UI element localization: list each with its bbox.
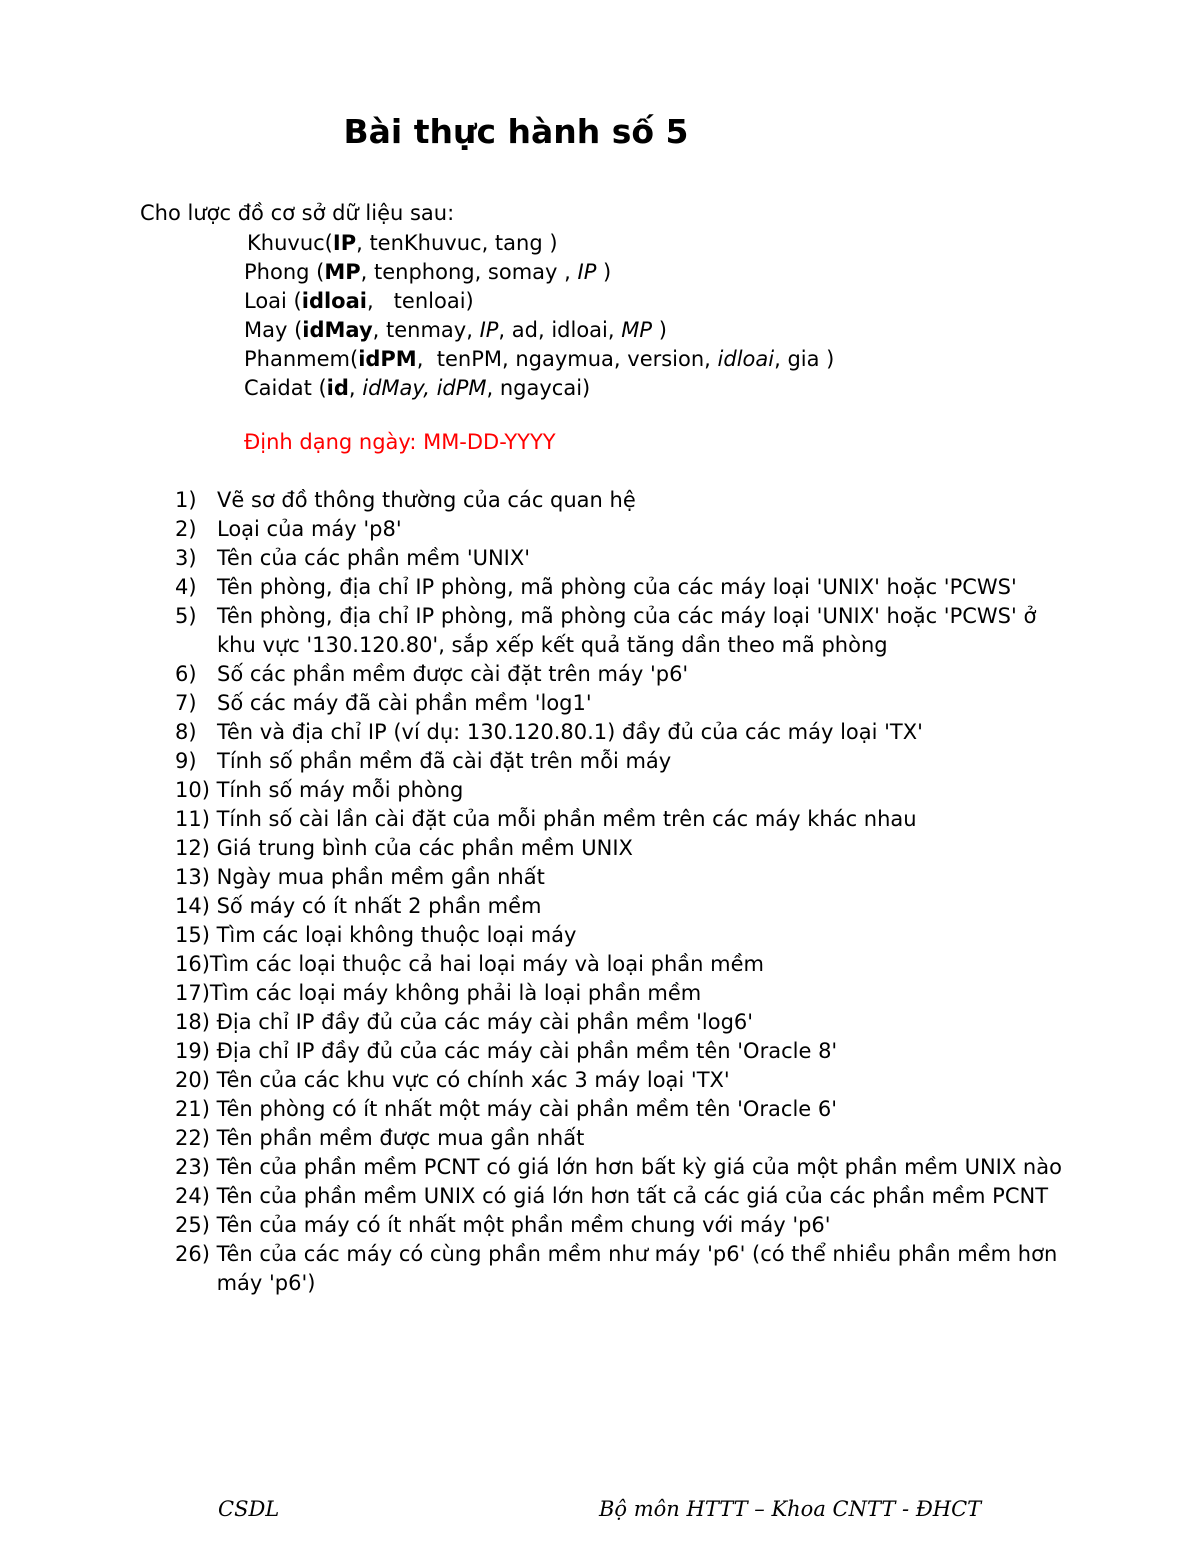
list-item: 20) Tên của các khu vực có chính xác 3 máy loại 'TX': [175, 1068, 730, 1092]
list-item: 11) Tính số cài lần cài đặt của mỗi phần mềm trên các máy khác nhau: [175, 807, 917, 831]
list-item: 24) Tên của phần mềm UNIX có giá lớn hơn tất cả các giá của các phần mềm PCNT: [175, 1184, 1049, 1208]
list-item: 12) Giá trung bình của các phần mềm UNIX: [175, 836, 633, 860]
list-item: 2) Loại của máy 'p8': [175, 517, 402, 541]
intro-text: Cho lược đồ cơ sở dữ liệu sau:: [140, 201, 455, 225]
footer-course: CSDL: [218, 1497, 280, 1521]
list-item: 17) Tìm các loại máy không phải là loại phần mềm: [175, 981, 702, 1005]
primary-key: idPM: [358, 347, 417, 371]
footer-department: Bộ môn HTTT – Khoa CNTT - ĐHCT: [599, 1497, 982, 1521]
schema-row-may: May (idMay, tenmay, IP, ad, idloai, MP ): [244, 318, 667, 342]
date-format-note: Định dạng ngày: MM-DD-YYYY: [244, 430, 556, 454]
list-item: 4) Tên phòng, địa chỉ IP phòng, mã phòng của các máy loại 'UNIX' hoặc 'PCWS': [175, 575, 1017, 599]
schema-row-phanmem: Phanmem(idPM, tenPM, ngaymua, version, idloai, gia ): [244, 347, 835, 371]
list-item: 6) Số các phần mềm được cài đặt trên máy 'p6': [175, 662, 689, 686]
list-item: 9) Tính số phần mềm đã cài đặt trên mỗi máy: [175, 749, 672, 773]
list-item: 15) Tìm các loại không thuộc loại máy: [175, 923, 577, 947]
schema-row-phong: Phong (MP, tenphong, somay , IP ): [244, 260, 612, 284]
list-item: 16) Tìm các loại thuộc cả hai loại máy và loại phần mềm: [175, 952, 764, 976]
primary-key: idMay: [302, 318, 373, 342]
list-item: 3) Tên của các phần mềm 'UNIX': [175, 546, 531, 570]
schema-row-khuvuc: Khuvuc(IP, tenKhuvuc, tang ): [247, 231, 558, 255]
list-item: 5) Tên phòng, địa chỉ IP phòng, mã phòng của các máy loại 'UNIX' hoặc 'PCWS' ở khu vực '130.120.80', sắp xếp kết quả tăng dần theo mã phòng: [175, 604, 1037, 657]
schema-row-loai: Loai (idloai, tenloai): [244, 289, 474, 313]
list-item: 7) Số các máy đã cài phần mềm 'log1': [175, 691, 592, 715]
list-item: 25) Tên của máy có ít nhất một phần mềm chung với máy 'p6': [175, 1213, 831, 1237]
list-item: 23) Tên của phần mềm PCNT có giá lớn hơn bất kỳ giá của một phần mềm UNIX nào: [175, 1155, 1062, 1179]
list-item: 19) Địa chỉ IP đầy đủ của các máy cài phần mềm tên 'Oracle 8': [175, 1039, 838, 1063]
list-item: 14) Số máy có ít nhất 2 phần mềm: [175, 894, 542, 918]
list-item: 8) Tên và địa chỉ IP (ví dụ: 130.120.80.1) đầy đủ của các máy loại 'TX': [175, 720, 923, 744]
schema-row-caidat: Caidat (id, idMay, idPM, ngaycai): [244, 376, 591, 400]
list-item: 13) Ngày mua phần mềm gần nhất: [175, 865, 545, 889]
list-item: 22) Tên phần mềm được mua gần nhất: [175, 1126, 585, 1150]
primary-key: MP: [324, 260, 361, 284]
primary-key: IP: [332, 231, 357, 255]
page-title: Bài thực hành số 5: [343, 112, 689, 151]
foreign-key: idMay, idPM: [362, 376, 487, 400]
question-list: [175, 486, 1075, 1298]
primary-key: id: [326, 376, 349, 400]
list-item: 21) Tên phòng có ít nhất một máy cài phần mềm tên 'Oracle 6': [175, 1097, 838, 1121]
list-item: 26) Tên của các máy có cùng phần mềm như máy 'p6' (có thể nhiều phần mềm hơn máy 'p6'): [175, 1242, 1058, 1295]
primary-key: idloai: [301, 289, 367, 313]
list-item: 10) Tính số máy mỗi phòng: [175, 778, 464, 802]
foreign-key: IP: [577, 260, 597, 284]
foreign-key: IP: [479, 318, 499, 342]
list-item: 1) Vẽ sơ đồ thông thường của các quan hệ: [175, 488, 636, 512]
list-item: 18) Địa chỉ IP đầy đủ của các máy cài phần mềm 'log6': [175, 1010, 754, 1034]
foreign-key: idloai: [717, 347, 775, 371]
foreign-key: MP: [621, 318, 653, 342]
schema-list: [244, 229, 834, 403]
